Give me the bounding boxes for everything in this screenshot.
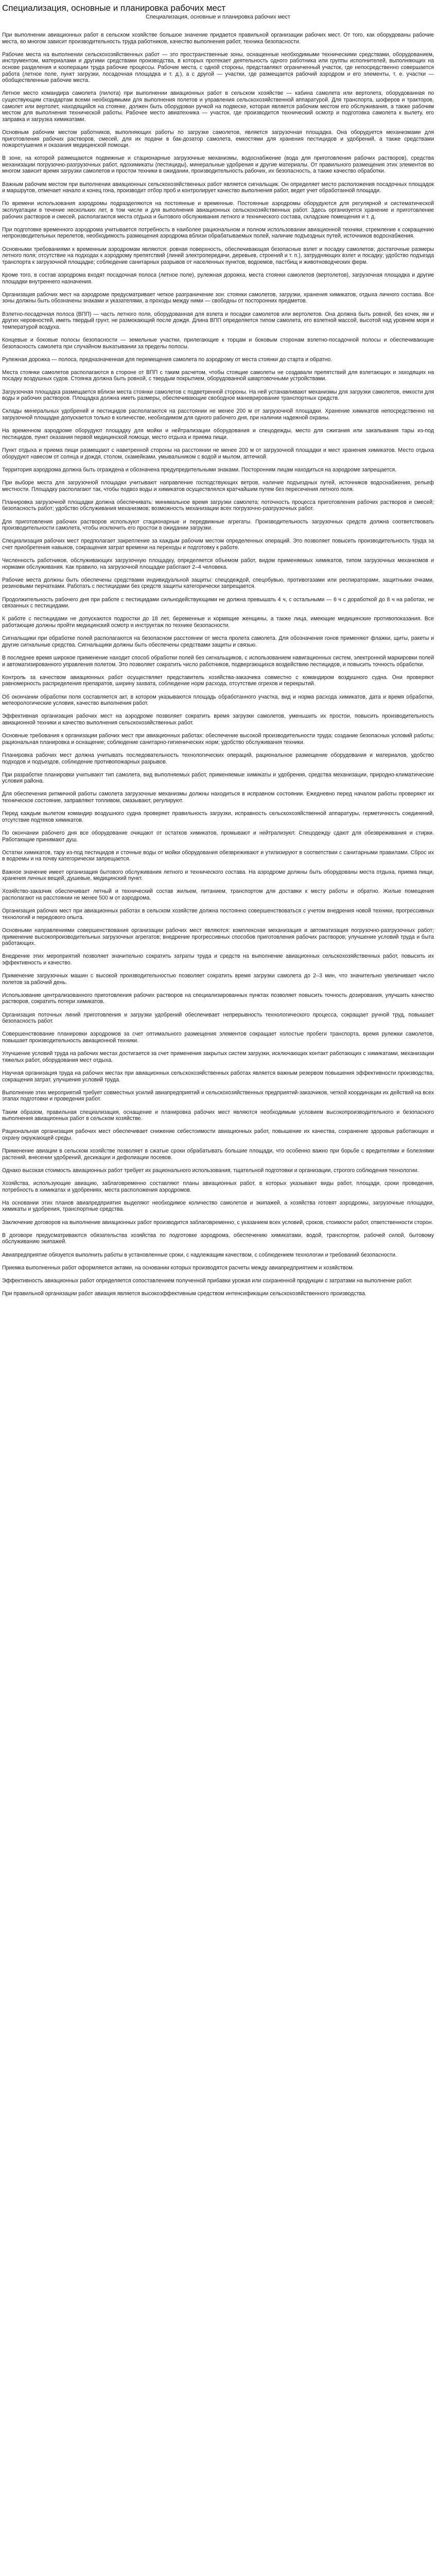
paragraph: Организация рабочих мест на аэродроме предусматривает четкое разграничение зон: стоянки самолетов, загрузки, хранения химикатов, отдыха личного состава. Все зоны должны быть обозначены знаками и указателями, а проходы между ними — свободны от посторонних предметов. — [2, 291, 434, 304]
paragraph: Основными требованиями к временным аэродромам являются: ровная поверхность, обеспечивающая безопасные взлет и посадку самолетов; достаточные размеры летного поля; отсутствие на подходах к аэродрому препятствий (линий электропередачи, деревьев, строений и т. п.), затрудняющих взлет и посадку; удобство подъезда транспорта к загрузочной площадке; соблюдение санитарных разрывов от населенных пунктов, водоемов, пастбищ и животноводческих ферм. — [2, 246, 434, 265]
paragraph: Перед каждым вылетом командир воздушного судна проверяет правильность загрузки, исправность сельскохозяйственной аппаратуры, герметичность соединений, отсутствие подтеков химикатов. — [2, 810, 434, 823]
paragraph: Контроль за качеством авиационных работ осуществляет представитель хозяйства-заказчика совместно с командиром воздушного судна. Они проверяют равномерность распределения препаратов, ширину захвата, соблюдение норм расхода, отсутствие огрехов и перекрытий. — [2, 674, 434, 687]
paragraph: В зоне, на которой размещаются подвижные и стационарные загрузочные механизмы, водоснабжение (вода для приготовления рабочих растворов), средства механизации погрузочно-разгрузочных работ, ядохимикаты (пестициды), минеральные удобрения и другие материалы. От правильного размещения этих элементов во многом зависит время загрузки самолетов и простои техники в ожидании, производительность рабочих, их безопасность, а также качество обработки. — [2, 155, 434, 175]
paragraph: Организация рабочих мест при авиационных работах в сельском хозяйстве должна постоянно совершенствоваться с учетом внедрения новой техники, прогрессивных технологий и передового опыта. — [2, 908, 434, 921]
paragraph: Склады минеральных удобрений и пестицидов располагаются на расстоянии не менее 200 м от загрузочной площадки. Хранение химикатов непосредственно на загрузочной площадке допускается только в количестве, необходимом для одного рабочего дня, при наличии надежной охраны. — [2, 408, 434, 421]
paragraph: Взлетно-посадочная полоса (ВПП) — часть летного поля, оборудованная для взлета и посадки самолетов или вертолетов. Она должна быть ровной, без кочек, ям и других неровностей, иметь твердый грунт, не размокающий после дождя. Длина ВПП определяется типом самолета, его взлетной массой, высотой над уровнем моря и температурой воздуха. — [2, 311, 434, 330]
paragraph: Остатки химикатов, тару из-под пестицидов и сточные воды от мойки оборудования обезвреживают и утилизируют в соответствии с санитарными правилами. Сброс их в водоемы и на почву категорически запрещается. — [2, 849, 434, 862]
paragraph: Рабочие места на выполнении сельскохозяйственных работ — это пространственные зоны, оснащенные необходимыми техническими средствами, оборудованием, инструментом, материалами и другими средствами производства, в которых протекает деятельность одного работника или группы исполнителей, выполняющих на основе разделения и кооперации труда рабочие процессы. Рабочие места, с одной стороны, представляют ограниченный участок, где непосредственно совершается работа (летное поле, пункт загрузки, посадочная площадка и т. д.), а с другой — участки, где размещается рабочий аэродром и его элементы, т. е. участки — обобществленные рабочие места. — [2, 51, 434, 84]
page-title: Специализация, основные и планировка рабочих мест — [2, 3, 226, 13]
paragraph: Эффективность авиационных работ определяется сопоставлением полученной прибавки урожая или сохраненной продукции с затратами на выполнение работ. — [2, 1278, 412, 1284]
paragraph: По времени использования аэродромы подразделяются на постоянные и временные. Постоянные аэродромы оборудуются для регулярной и систематической эксплуатации в течение нескольких лет, в том числе и для выполнения авиационных сельскохозяйственных работ. Здесь организуется хранение и приготовление рабочих растворов и смесей, располагаются места отдыха и бытового обслуживания летного и технического состава, складские помещения и т. д. — [2, 200, 434, 220]
paragraph: Основным рабочим местом работников, выполняющих работы по загрузке самолетов, является загрузочная площадка. Она оборудуется механизмами для приготовления рабочих растворов, смесей, для их подачи в бак-дозатор самолета, емкостями для хранения пестицидов и удобрений, а также средствами пожаротушения и оказания медицинской помощи. — [2, 129, 434, 149]
paragraph: Применение авиации в сельском хозяйстве позволяет в сжатые сроки обрабатывать большие площади, что особенно важно при борьбе с вредителями и болезнями растений, внесении удобрений, десикации и дефолиации посевов. — [2, 1148, 434, 1161]
paragraph: Важным рабочим местом при выполнении авиационных сельскохозяйственных работ является сигнальщик. Он определяет место расположения посадочных площадок и маршрутов, отмечает начало и конец гона, производит отбор проб и контролирует качество выполнения работ, ведет учет обработанной площади. — [2, 181, 434, 194]
paragraph: При подготовке временного аэродрома учитывается потребность в наиболее рациональном и полном использовании авиационной техники, стремление к сокращению непроизводительных перелетов, необходимость размещения аэродрома вблизи обрабатываемых полей, наличие подъездных путей, источников водоснабжения. — [2, 226, 434, 240]
paragraph: Кроме того, в состав аэродрома входят посадочная полоса (летное поле), рулежная дорожка, места стоянки самолетов (вертолетов), загрузочная площадка и другие площадки внутреннего назначения. — [2, 272, 434, 285]
paragraph: Об окончании обработки поля составляется акт, в котором указываются площадь обработанного участка, вид и норма расхода химикатов, дата и время обработки, метеорологические условия, качество выполнения работ. — [2, 693, 434, 707]
paragraph: Заключение договоров на выполнение авиационных работ производится заблаговременно, с указанием всех условий, сроков, стоимости работ, ответственности сторон. — [2, 1219, 433, 1226]
paragraph: Приемка выполненных работ оформляется актами, на основании которых производятся расчеты между авиапредприятием и хозяйством. — [2, 1264, 354, 1271]
paragraph: Основные требования к организации рабочих мест при авиационных работах: обеспечение высокой производительности труда; создание безопасных условий работы; рациональная планировка и оснащение; соблюдение санитарно-гигиенических норм; удобство обслуживания техники. — [2, 733, 434, 745]
paragraph: В последнее время широкое применение находит способ обработки полей без сигнальщиков, с использованием навигационных систем, электронной маркировки полей и автоматизированного управления полетом. Это позволяет сократить число работников, подвергающихся воздействию пестицидов, и повысить точность обработки. — [2, 655, 434, 668]
paragraph: Для обеспечения ритмичной работы самолета загрузочные механизмы должны находиться в исправном состоянии. Ежедневно перед началом работы проверяют их техническое состояние, заправляют топливом, смазывают, регулируют. — [2, 791, 434, 804]
paragraph: На основании этих планов авиапредприятия выделяют необходимое количество самолетов и экипажей, а хозяйства готовят аэродромы, загрузочные площадки, химикаты и удобрения, транспортные средства. — [2, 1199, 434, 1213]
paragraph: Для приготовления рабочих растворов используют стационарные и передвижные агрегаты. Производительность загрузочных средств должна соответствовать производительности самолета, чтобы исключить его простои в ожидании загрузки. — [2, 518, 434, 532]
paragraph: Применение загрузочных машин с высокой производительностью позволяет сократить время загрузки самолета до 2–3 мин, что значительно увеличивает число полетов за рабочий день. — [2, 973, 434, 986]
paragraph: Планировка рабочих мест должна учитывать последовательность технологических операций, рациональное размещение оборудования и материалов, удобство подходов и подъездов, соблюдение противопожарных разрывов. — [2, 752, 434, 765]
paragraph: Таким образом, правильная специализация, оснащение и планировка рабочих мест являются необходимым условием высокопроизводительного и безопасного выполнения авиационных работ в сельском хозяйстве. — [2, 1109, 434, 1122]
paragraph: Хозяйства, использующие авиацию, заблаговременно составляют планы авиационных работ, в которых указывают виды работ, площади, сроки проведения, потребность в химикатах и удобрениях, места расположения аэродромов. — [2, 1180, 434, 1193]
article-body — [2, 32, 434, 1297]
paragraph: Специализация рабочих мест предполагает закрепление за каждым рабочим местом определенных операций. Это позволяет повысить производительность труда за счет приобретения навыков, сокращения затрат времени на переходы и подготовку к работе. — [2, 538, 434, 551]
paragraph: Эффективная организация рабочих мест на аэродроме позволяет сократить время загрузки самолетов, уменьшить их простои, повысить производительность авиационной техники и качество выполнения сельскохозяйственных работ. — [2, 713, 434, 726]
paragraph: Численность работников, обслуживающих загрузочную площадку, определяется объемом работ, видом применяемых химикатов, типом загрузочных механизмов и нормами обслуживания. Как правило, на загрузочной площадке работают 2–4 человека. — [2, 557, 434, 570]
paragraph: Выполнение этих мероприятий требует совместных усилий авиапредприятий и сельскохозяйственных предприятий-заказчиков, четкой координации их действий на всех этапах подготовки и проведения работ. — [2, 1089, 434, 1103]
paragraph: Пункт отдыха и приема пищи размещают с наветренной стороны на расстоянии не менее 200 м от загрузочной площадки и мест хранения химикатов. Место отдыха оборудуют навесом от солнца и дождя, столом, скамейками, умывальником с водой и мылом, аптечкой. — [2, 447, 434, 460]
paragraph: Места стоянки самолетов располагаются в стороне от ВПП с таким расчетом, чтобы стоящие самолеты не создавали препятствий для взлетающих и заходящих на посадку воздушных судов. Стоянка должна быть ровной, с твердым покрытием, оборудованной швартовочными устройствами. — [2, 369, 434, 382]
paragraph: На временном аэродроме оборудуют площадку для мойки и нейтрализации оборудования и спецодежды, место для сжигания или закапывания тары из-под пестицидов, пункт оказания первой медицинской помощи, место отдыха и приема пищи. — [2, 428, 434, 440]
paragraph: Хозяйство-заказчик обеспечивает летный и технический состав жильем, питанием, транспортом для доставки к месту работы и обратно. Жилые помещения располагают на расстоянии не менее 500 м от аэродрома. — [2, 888, 434, 901]
paragraph: Рабочие места должны быть обеспечены средствами индивидуальной защиты: спецодеждой, спецобувью, противогазами или респираторами, защитными очками, резиновыми перчатками. Работать с пестицидами без средств защиты категорически запрещается. — [2, 577, 434, 590]
paragraph: Важное значение имеет организация бытового обслуживания летного и технического состава. На аэродроме должны быть оборудованы места отдыха, приема пищи, хранения личных вещей, душевые, медицинский пункт. — [2, 869, 434, 882]
paragraph: Рациональная организация рабочих мест обеспечивает снижение себестоимости авиационных работ, повышение их качества, сохранение здоровья работающих и охрану окружающей среды. — [2, 1128, 434, 1141]
paragraph: Использование централизованного приготовления рабочих растворов на специализированных пунктах позволяет повысить точность дозирования, улучшить качество растворов, сократить потери химикатов. — [2, 992, 434, 1005]
paragraph: Улучшение условий труда на рабочих местах достигается за счет применения закрытых систем загрузки, исключающих контакт работающих с химикатами, механизации тяжелых работ, оборудования мест отдыха. — [2, 1050, 434, 1063]
paragraph: Концевые и боковые полосы безопасности — земельные участки, прилегающие к торцам и боковым сторонам взлетно-посадочной полосы и обеспечивающие безопасность самолета при случайном выкатывании за пределы полосы. — [2, 336, 434, 350]
paragraph: При выполнении авиационных работ в сельском хозяйстве большое значение придается правильной организации рабочих мест. От того, как оборудованы рабочие места, во многом зависит производительность труда работников, качество выполнения работ, техника безопасности. — [2, 32, 434, 45]
paragraph: Территория аэродрома должна быть ограждена и обозначена предупредительными знаками. Посторонним лицам находиться на аэродроме запрещается. — [2, 466, 397, 473]
page-subtitle: Специализация, основные и планировка рабочих мест — [146, 14, 290, 20]
paragraph: Организация поточных линий приготовления и загрузки удобрений обеспечивает непрерывность технологического процесса, сокращает ручной труд, повышает безопасность работ. — [2, 1011, 434, 1025]
paragraph: Внедрение этих мероприятий позволяет значительно сократить затраты труда и средств на выполнение авиационных сельскохозяйственных работ, повысить их эффективность и качество. — [2, 953, 434, 966]
paragraph: Однако высокая стоимость авиационных работ требует их рационального использования, тщательной подготовки и организации, строгого соблюдения технологии. — [2, 1167, 419, 1174]
paragraph: При правильной организации работ авиация является высокоэффективным средством интенсификации сельскохозяйственного производства. — [2, 1291, 367, 1297]
paragraph: При разработке планировки учитывают тип самолета, вид выполняемых работ, применяемые химикаты и удобрения, средства механизации, природно-климатические условия района. — [2, 771, 434, 785]
paragraph: К работе с пестицидами не допускаются подростки до 18 лет, беременные и кормящие женщины, а также лица, имеющие медицинские противопоказания. Все работающие должны пройти медицинский осмотр и инструктаж по технике безопасности. — [2, 616, 434, 629]
paragraph: Научная организация труда на рабочих местах при авиационных сельскохозяйственных работах является важным резервом повышения эффективности производства, сокращения затрат, улучшения условий труда. — [2, 1070, 434, 1083]
paragraph: По окончании рабочего дня все оборудование очищают от остатков химикатов, промывают и нейтрализуют. Спецодежду сдают для обезвреживания и стирки. Работающие принимают душ. — [2, 830, 434, 843]
paragraph: Продолжительность рабочего дня при работе с пестицидами сильнодействующими не должна превышать 4 ч, с остальными — 6 ч с доработкой до 8 ч на работах, не связанных с пестицидами. — [2, 596, 434, 609]
paragraph: Основными направлениями совершенствования организации рабочих мест являются: комплексная механизация и автоматизация погрузочно-разгрузочных работ; применение высокопроизводительных загрузочных агрегатов; внедрение прогрессивных способов приготовления рабочих растворов; улучшение условий труда и быта работающих. — [2, 927, 434, 947]
paragraph: Загрузочная площадка размещается вблизи места стоянки самолетов с подветренной стороны. На ней устанавливают механизмы для загрузки самолетов, емкости для воды и рабочих растворов. Площадка должна иметь размеры, обеспечивающие свободное маневрирование транспортных средств. — [2, 388, 434, 402]
paragraph: Сигнальщики при обработке полей располагаются на безопасном расстоянии от места пролета самолета. Для обозначения гонов применяют флажки, щиты, ракеты и другие сигнальные средства. Сигнальщики должны быть обеспечены средствами защиты и связью. — [2, 635, 434, 648]
paragraph: В договоре предусматриваются обязательства хозяйства по подготовке аэродрома, обеспечению химикатами, водой, транспортом, рабочей силой, бытовому обслуживанию экипажей. — [2, 1232, 434, 1245]
paragraph: Авиапредприятие обязуется выполнить работы в установленные сроки, с надлежащим качеством, с соблюдением технологии и требований безопасности. — [2, 1251, 397, 1258]
paragraph: Рулежная дорожка — полоса, предназначенная для перемещения самолета по аэродрому от места стоянки до старта и обратно. — [2, 356, 333, 363]
paragraph: Планировка загрузочной площадки должна обеспечивать: минимальное время загрузки самолета; поточность процесса приготовления рабочих растворов и смесей; безопасность работ; удобство обслуживания механизмов; возможность механизации всех погрузочно-разгрузочных работ. — [2, 499, 434, 512]
paragraph: Совершенствование планировки аэродромов за счет оптимального размещения элементов сокращает холостые пробеги транспорта, время рулежки самолетов, повышает производительность авиационной техники. — [2, 1031, 434, 1044]
paragraph: При выборе места для загрузочной площадки учитывают направление господствующих ветров, наличие подъездных путей, источников водоснабжения, рельеф местности. Площадку располагают так, чтобы подвоз воды и химикатов осуществлялся кратчайшим путем без пересечения летного поля. — [2, 479, 434, 493]
paragraph: Летное место командира самолета (пилота) при выполнении авиационных работ в сельском хозяйстве — кабина самолета или вертолета, оборудованная по существующим стандартам всеми необходимыми для выполнения полетов и управления сельскохозяйственной аппаратурой. Для транспорта, шоферов и тракторов, самолет или вертолет, находящийся на стоянке, должен быть оборудован ручкой на подвеске, которая является рабочим местом его обслуживания, а также рабочим местом для выполнения технической работы. Рабочее место авиатехника — участок, где производится технический осмотр и подготовка самолета к вылету, его заправка и загрузка химикатами. — [2, 90, 434, 123]
